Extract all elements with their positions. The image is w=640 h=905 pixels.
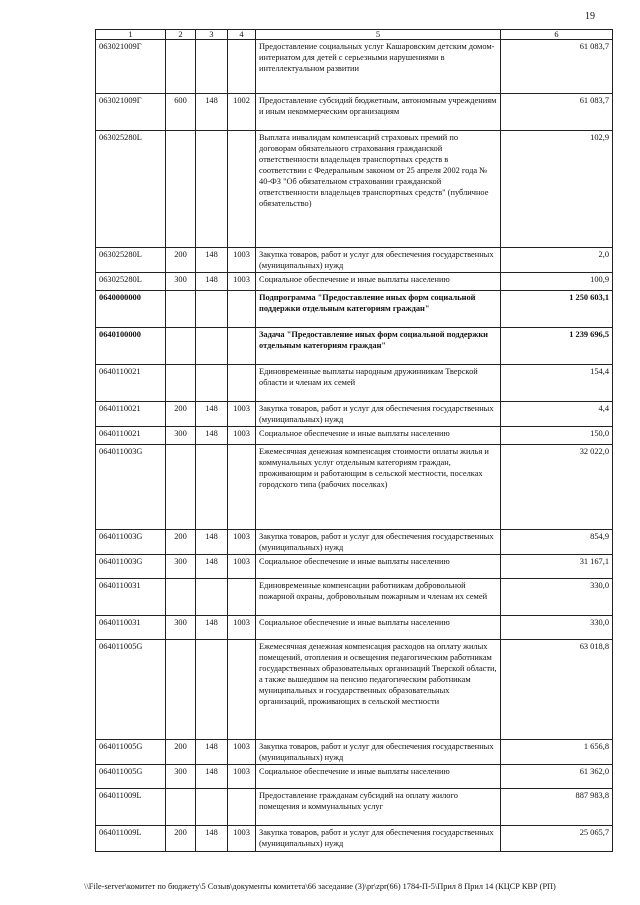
table-row [96,579,613,616]
cell-name: Закупка товаров, работ и услуг для обеспечения государственных (муниципальных) нужд [256,248,501,273]
cell-expense-type: 200 [166,826,196,852]
cell-target-code: 064011003G [96,445,166,530]
table-row [96,94,613,131]
cell-section-code [228,291,256,328]
cell-expense-type [166,131,196,248]
cell-amount: 154,4 [501,365,613,402]
cell-section-code [228,131,256,248]
table-row [96,427,613,445]
table-row [96,555,613,579]
cell-expense-type [166,789,196,826]
cell-section-code: 1003 [228,273,256,291]
cell-amount: 31 167,1 [501,555,613,579]
cell-name: Ежемесячная денежная компенсация расходов на оплату жилых помещений, отопления и освещения педагогическим работникам государственных образовательных организаций Тверской области, а также вышедшим на пенсию педагогическим работникам муниципальных и государственных образовательных организаций, проживающих в сельской местности [256,640,501,740]
cell-section-code [228,328,256,365]
cell-expense-type [166,579,196,616]
table-header-row [96,30,613,40]
cell-section-code: 1002 [228,94,256,131]
cell-name: Предоставление гражданам субсидий на оплату жилого помещения и коммунальных услуг [256,789,501,826]
table-row [96,291,613,328]
cell-name: Подпрограмма "Предоставление иных форм социальной поддержки отдельным категориям граждан" [256,291,501,328]
cell-admin-code: 148 [196,94,228,131]
cell-name: Ежемесячная денежная компенсация стоимости оплаты жилья и коммунальных услуг отдельным категориям граждан, проживающим и работающим в сельской местности, поселках городского типа (рабочих поселках) [256,445,501,530]
header-col-1: 1 [96,30,166,40]
header-col-5: 5 [256,30,501,40]
cell-target-code: 0640110031 [96,616,166,640]
cell-target-code: 0640110021 [96,427,166,445]
table-row [96,616,613,640]
cell-admin-code [196,640,228,740]
cell-expense-type: 200 [166,248,196,273]
cell-amount: 150,0 [501,427,613,445]
cell-admin-code [196,40,228,94]
cell-amount: 854,9 [501,530,613,555]
cell-admin-code [196,291,228,328]
header-col-2: 2 [166,30,196,40]
cell-name: Социальное обеспечение и иные выплаты населению [256,765,501,789]
cell-target-code: 063025280L [96,273,166,291]
cell-target-code: 0640000000 [96,291,166,328]
cell-amount: 2,0 [501,248,613,273]
cell-section-code: 1003 [228,248,256,273]
cell-expense-type: 600 [166,94,196,131]
cell-section-code: 1003 [228,427,256,445]
cell-name: Социальное обеспечение и иные выплаты населению [256,427,501,445]
cell-amount: 330,0 [501,616,613,640]
cell-name: Предоставление субсидий бюджетным, автономным учреждениям и иным некоммерческим организациям [256,94,501,131]
cell-expense-type: 200 [166,402,196,427]
cell-amount: 1 656,8 [501,740,613,765]
cell-expense-type: 200 [166,740,196,765]
cell-expense-type: 300 [166,555,196,579]
cell-admin-code: 148 [196,555,228,579]
cell-admin-code: 148 [196,427,228,445]
cell-amount: 1 250 603,1 [501,291,613,328]
cell-name: Единовременные выплаты народным дружинникам Тверской области и членам их семей [256,365,501,402]
cell-section-code: 1003 [228,765,256,789]
header-col-4: 4 [228,30,256,40]
cell-section-code: 1003 [228,530,256,555]
cell-target-code: 064011003G [96,530,166,555]
cell-name: Социальное обеспечение и иные выплаты населению [256,273,501,291]
cell-expense-type: 300 [166,765,196,789]
cell-expense-type: 300 [166,427,196,445]
cell-amount: 32 022,0 [501,445,613,530]
cell-section-code: 1003 [228,555,256,579]
cell-expense-type [166,328,196,365]
cell-amount: 4,4 [501,402,613,427]
table-body [96,40,613,852]
cell-amount: 61 362,0 [501,765,613,789]
cell-amount: 887 983,8 [501,789,613,826]
cell-section-code: 1003 [228,616,256,640]
table-row [96,826,613,852]
cell-amount: 1 239 696,5 [501,328,613,365]
table-row [96,328,613,365]
cell-admin-code [196,365,228,402]
cell-expense-type [166,291,196,328]
cell-name: Закупка товаров, работ и услуг для обеспечения государственных (муниципальных) нужд [256,826,501,852]
table-row [96,445,613,530]
cell-section-code [228,789,256,826]
cell-amount: 61 083,7 [501,40,613,94]
cell-name: Выплата инвалидам компенсаций страховых премий по договорам обязательного страхования гражданской ответственности владельцев транспортных средств в соответствии с Федеральным законом от 25 апреля 2002 года № 40-ФЗ "Об обязательном страховании гражданской ответственности владельцев транспортных средств" (публичное обязательство) [256,131,501,248]
page-number: 19 [585,11,595,22]
cell-section-code [228,365,256,402]
cell-target-code: 063025280L [96,131,166,248]
header-col-3: 3 [196,30,228,40]
header-col-6: 6 [501,30,613,40]
cell-name: Социальное обеспечение и иные выплаты населению [256,616,501,640]
cell-target-code: 064011005G [96,640,166,740]
cell-amount: 61 083,7 [501,94,613,131]
cell-admin-code [196,789,228,826]
cell-name: Закупка товаров, работ и услуг для обеспечения государственных (муниципальных) нужд [256,402,501,427]
cell-target-code: 0640110031 [96,579,166,616]
cell-name: Закупка товаров, работ и услуг для обеспечения государственных (муниципальных) нужд [256,530,501,555]
table-row [96,365,613,402]
cell-section-code: 1003 [228,740,256,765]
budget-table [95,29,613,852]
cell-admin-code [196,579,228,616]
cell-section-code [228,445,256,530]
table-row [96,789,613,826]
cell-amount: 102,9 [501,131,613,248]
table-row [96,765,613,789]
cell-admin-code: 148 [196,616,228,640]
table-row [96,131,613,248]
table-row [96,248,613,273]
cell-admin-code: 148 [196,740,228,765]
cell-admin-code: 148 [196,826,228,852]
cell-target-code: 064011009L [96,789,166,826]
cell-target-code: 063021009Г [96,40,166,94]
table-row [96,640,613,740]
cell-target-code: 064011005G [96,765,166,789]
table-row [96,402,613,427]
cell-target-code: 0640110021 [96,402,166,427]
table-row [96,740,613,765]
cell-target-code: 063025280L [96,248,166,273]
cell-target-code: 0640110021 [96,365,166,402]
cell-expense-type [166,365,196,402]
cell-target-code: 064011005G [96,740,166,765]
cell-admin-code: 148 [196,248,228,273]
cell-expense-type: 200 [166,530,196,555]
cell-target-code: 063021009Г [96,94,166,131]
cell-amount: 25 065,7 [501,826,613,852]
cell-admin-code: 148 [196,765,228,789]
cell-amount: 63 018,8 [501,640,613,740]
cell-section-code [228,579,256,616]
cell-name: Социальное обеспечение и иные выплаты населению [256,555,501,579]
cell-admin-code: 148 [196,273,228,291]
cell-expense-type [166,40,196,94]
cell-admin-code [196,131,228,248]
cell-admin-code: 148 [196,530,228,555]
cell-name: Задача "Предоставление иных форм социальной поддержки отдельным категориям граждан" [256,328,501,365]
cell-target-code: 064011003G [96,555,166,579]
cell-amount: 330,0 [501,579,613,616]
cell-expense-type: 300 [166,273,196,291]
cell-section-code [228,640,256,740]
cell-target-code: 0640100000 [96,328,166,365]
table-row [96,273,613,291]
cell-admin-code: 148 [196,402,228,427]
cell-expense-type [166,640,196,740]
cell-expense-type [166,445,196,530]
footer-file-path: \\File-server\комитет по бюджету\5 Созыв\документы комитета\66 заседание (3)\pr\zpr(66) 1784-П-5\Прил 8 Прил 14 (КЦСР КВР (РП) [84,882,556,891]
cell-section-code: 1003 [228,402,256,427]
cell-name: Единовременные компенсации работникам добровольной пожарной охраны, добровольным пожарным и членам их семей [256,579,501,616]
cell-admin-code [196,445,228,530]
cell-admin-code [196,328,228,365]
cell-amount: 100,9 [501,273,613,291]
cell-name: Предоставление социальных услуг Кашаровским детским домом-интернатом для детей с серьезными нарушениями в интеллектуальном развитии [256,40,501,94]
cell-target-code: 064011009L [96,826,166,852]
cell-expense-type: 300 [166,616,196,640]
cell-section-code: 1003 [228,826,256,852]
cell-name: Закупка товаров, работ и услуг для обеспечения государственных (муниципальных) нужд [256,740,501,765]
cell-section-code [228,40,256,94]
table-row [96,40,613,94]
table-row [96,530,613,555]
